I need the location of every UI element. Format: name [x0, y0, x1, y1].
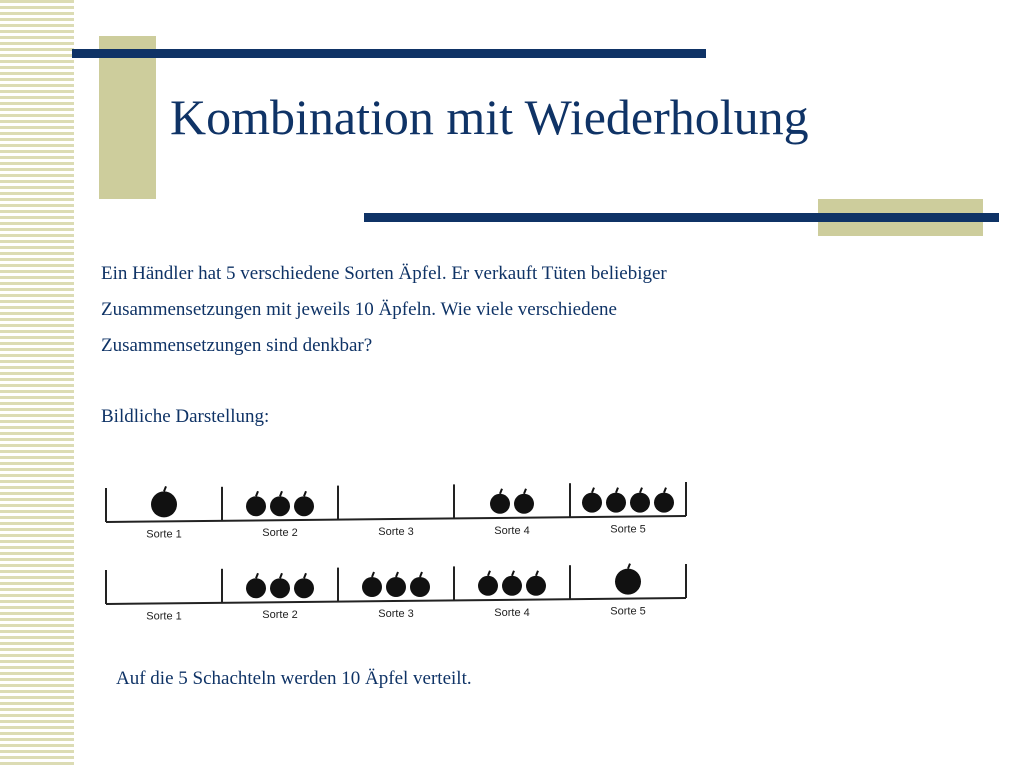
apple-distribution-figure [104, 472, 696, 632]
box-label: Sorte 1 [146, 610, 182, 623]
apple-icon [386, 572, 406, 597]
box-label: Sorte 1 [146, 528, 182, 541]
apple-icon [514, 489, 534, 514]
apple-icon [294, 491, 314, 516]
figure-heading: Bildliche Darstellung: [101, 406, 270, 427]
apple-icon [615, 564, 641, 595]
box-label: Sorte 2 [262, 527, 298, 540]
apple-icon [362, 572, 382, 597]
apple-icon [246, 491, 266, 516]
apple-icon [502, 571, 522, 596]
problem-line: Ein Händler hat 5 verschiedene Sorten Äpfel. Er verkauft Tüten beliebiger [101, 263, 667, 284]
box-baseline [106, 516, 686, 522]
apple-icon [270, 491, 290, 516]
figure-drawing [104, 472, 696, 632]
apple-icon [606, 488, 626, 513]
box-label: Sorte 3 [378, 526, 414, 538]
decorative-tan-block-left [99, 36, 156, 199]
problem-line: Zusammensetzungen sind denkbar? [101, 335, 373, 356]
apple-icon [294, 573, 314, 598]
apple-icon [270, 573, 290, 598]
apple-icon [526, 571, 546, 596]
slide-title: Kombination mit Wiederholung [170, 89, 809, 145]
apple-icon [582, 488, 602, 513]
problem-line: Zusammensetzungen mit jeweils 10 Äpfeln. Wie viele verschiedene [101, 299, 617, 320]
apple-icon [490, 489, 510, 514]
box-baseline [106, 598, 686, 604]
problem-statement [101, 256, 981, 364]
box-label: Sorte 5 [610, 523, 646, 536]
apple-icon [654, 488, 674, 513]
apple-icon [246, 573, 266, 598]
caption: Auf die 5 Schachteln werden 10 Äpfel verteilt. [116, 668, 472, 689]
box-label: Sorte 4 [494, 606, 530, 619]
apple-icon [410, 572, 430, 597]
apple-icon [478, 571, 498, 596]
apple-icon [151, 486, 177, 517]
decorative-bar-bottom [364, 213, 999, 222]
box-label: Sorte 4 [494, 524, 530, 537]
box-label: Sorte 5 [610, 605, 646, 618]
apple-icon [630, 488, 650, 513]
box-label: Sorte 3 [378, 608, 414, 620]
box-label: Sorte 2 [262, 609, 298, 622]
decorative-bar-top [72, 49, 706, 58]
decorative-stripes [0, 0, 74, 768]
